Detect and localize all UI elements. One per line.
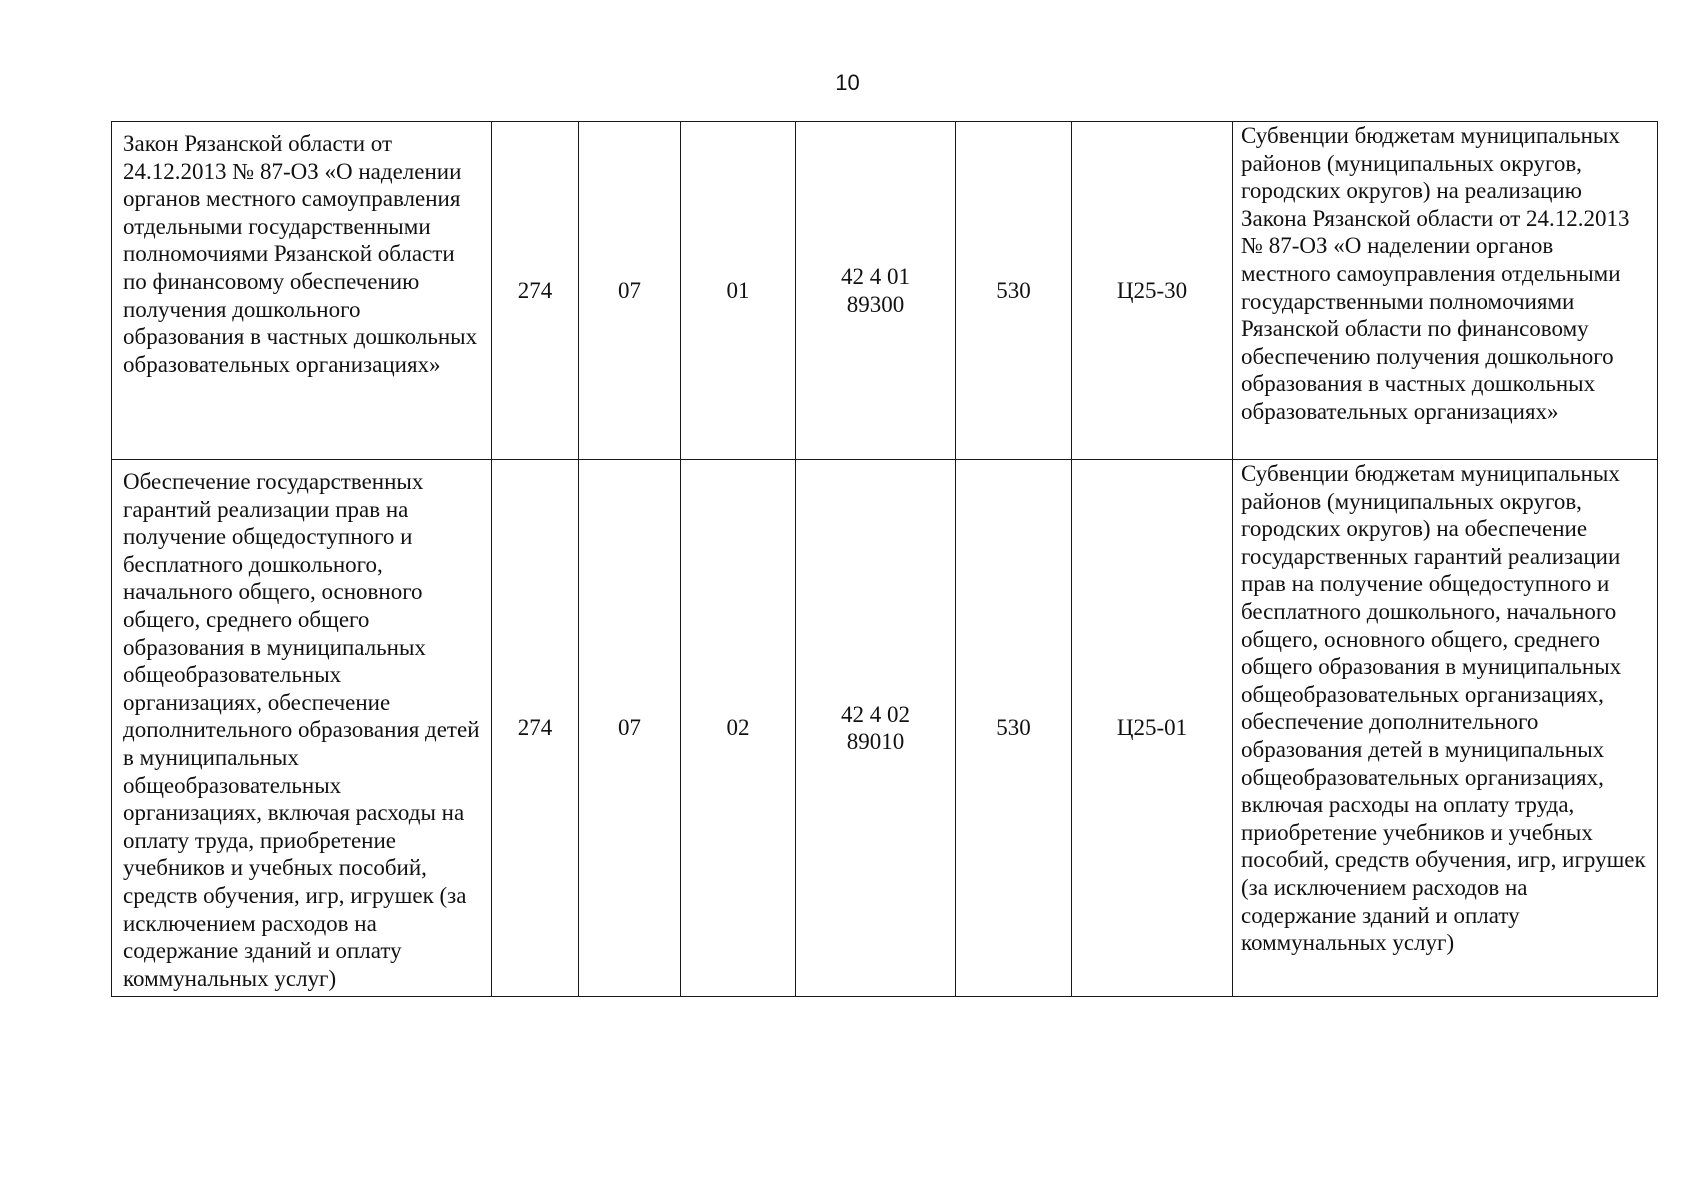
target-article-cell bbox=[796, 460, 956, 997]
target-article-line2: 89010 bbox=[846, 729, 905, 755]
purpose-code-cell: Ц25-30 bbox=[1072, 122, 1233, 460]
purpose-code-cell: Ц25-01 bbox=[1072, 460, 1233, 997]
table-row bbox=[112, 122, 1658, 460]
table-row bbox=[112, 460, 1658, 997]
expense-type-cell: 530 bbox=[956, 460, 1072, 997]
section-cell: 07 bbox=[579, 122, 681, 460]
description-cell: Субвенции бюджетам муниципальных районов (муниципальных округов, городских округов) на обеспечение государственных гарантий реализации прав на получение общедоступного и бесплатного дошкольного, начального общего, основного общего, среднего общего образования в муниципальных общеобразовательных организациях, обеспечение дополнительного образования детей в муниципальных общеобразовательных организациях, включая расходы на оплату труда, приобретение учебников и учебных пособий, средств обучения, игр, игрушек (за исключением расходов на содержание зданий и оплату коммунальных услуг) bbox=[1233, 460, 1658, 997]
subsection-cell: 02 bbox=[681, 460, 796, 997]
expense-name-cell: Обеспечение государственных гарантий реализации прав на получение общедоступного и бесплатного дошкольного, начального общего, основного общего, среднего общего образования в муниципальных общеобразовательных организациях, обеспечение дополнительного образования детей в муниципальных общеобразовательных организациях, включая расходы на оплату труда, приобретение учебников и учебных пособий, средств обучения, игр, игрушек (за исключением расходов на содержание зданий и оплату коммунальных услуг) bbox=[112, 460, 492, 997]
section-cell: 07 bbox=[579, 460, 681, 997]
description-cell: Субвенции бюджетам муниципальных районов (муниципальных округов, городских округов) на реализацию Закона Рязанской области от 24.12.2013 № 87-ОЗ «О наделении органов местного самоуправления отдельными государственными полномочиями Рязанской области по финансовому обеспечению получения дошкольного образования в частных дошкольных образовательных организациях» bbox=[1233, 122, 1658, 460]
target-article-line1: 42 4 02 bbox=[841, 701, 910, 727]
budget-classification-table bbox=[111, 121, 1658, 997]
target-article-cell bbox=[796, 122, 956, 460]
expense-type-cell: 530 bbox=[956, 122, 1072, 460]
code-cell: 274 bbox=[492, 460, 579, 997]
code-cell: 274 bbox=[492, 122, 579, 460]
target-article-line2: 89300 bbox=[846, 291, 905, 317]
target-article-line1: 42 4 01 bbox=[841, 263, 910, 289]
page-number: 10 bbox=[835, 70, 860, 95]
expense-name-cell: Закон Рязанской области от 24.12.2013 № 87-ОЗ «О наделении органов местного самоуправления отдельными государственными полномочиями Рязанской области по финансовому обеспечению получения дошкольного образования в частных дошкольных образовательных организациях» bbox=[112, 122, 492, 460]
subsection-cell: 01 bbox=[681, 122, 796, 460]
